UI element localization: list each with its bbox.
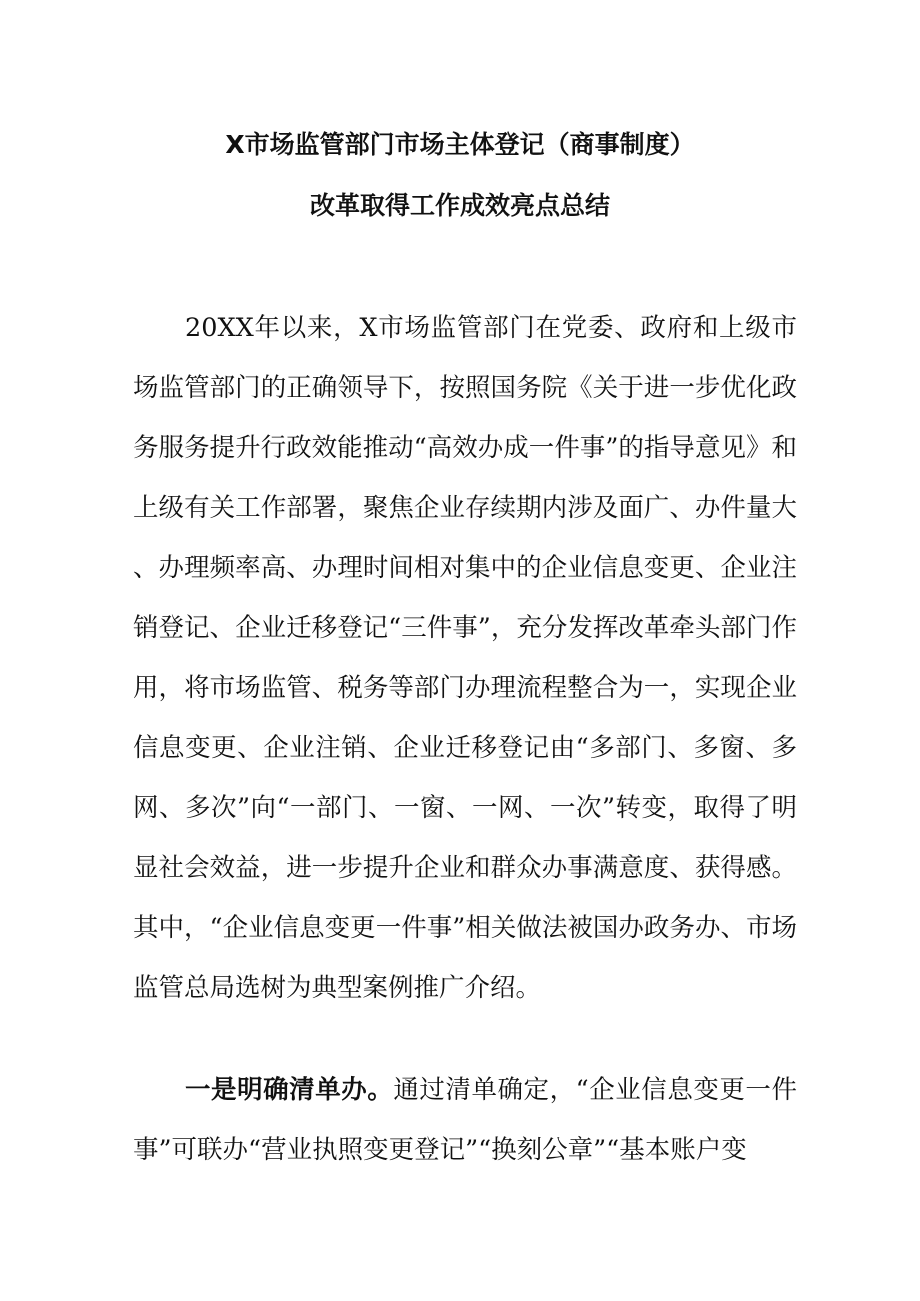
- paragraph-body-text: 通过清单确定，“企业信息变更一件事”可联办“营业执照变更登记”“换刻公章”“基本账户变: [133, 1075, 797, 1165]
- paragraph-lead-heading: 一是明确清单办。: [185, 1075, 394, 1105]
- document-title-line-2: 改革取得工作成效亮点总结: [309, 191, 610, 220]
- body-paragraph-intro: 20XX年以来，X市场监管部门在党委、政府和上级市场监管部门的正确领导下，按照国务院《关于进一步优化政务服务提升行政效能推动“高效办成一件事”的指导意见》和上级有关工作部署，聚焦企业存续期内涉及面广、办件量大、办理频率高、办理时间相对集中的企业信息变更、企业注销登记、企业迁移登记“三件事”，充分发挥改革牵头部门作用，将市场监管、税务等部门办理流程整合为一，实现企业信息变更、企业注销、企业迁移登记由“多部门、多窗、多网、多次”向“一部门、一窗、一网、一次”转变，取得了明显社会效益，进一步提升企业和群众办事满意度、获得感。其中，“企业信息变更一件事”相关做法被国办政务办、市场监管总局选树为典型案例推广介绍。: [133, 313, 797, 1003]
- body-paragraph-first-point: [133, 1060, 797, 1180]
- document-title-line-1: X市场监管部门市场主体登记（商事制度）: [225, 130, 695, 159]
